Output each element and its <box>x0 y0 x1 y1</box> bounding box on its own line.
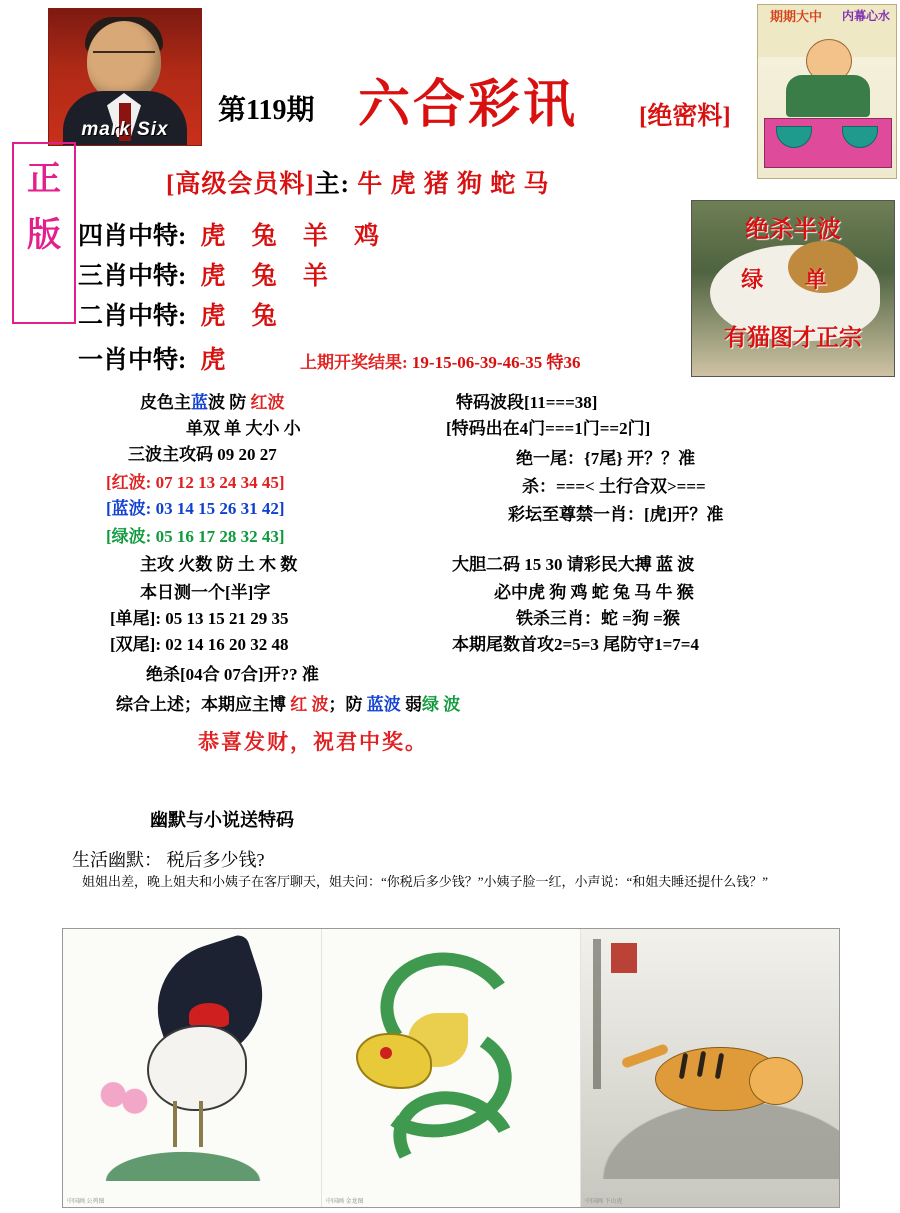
dragon-eye <box>380 1047 392 1059</box>
rooster-painting <box>63 929 322 1207</box>
humor-section-title: 幽默与小说送特码 <box>150 810 294 830</box>
cat-photo-image <box>691 200 895 377</box>
summary-prefix: 综合上述；本期应主博 <box>116 695 286 714</box>
humor-subtitle: 生活幽默： 税后多少钱? <box>72 850 265 870</box>
summary-green: 绿 波 <box>422 695 461 714</box>
summary-red: 红 波 <box>290 695 329 714</box>
issue-number: 第119期 <box>218 95 315 126</box>
member-zhu-label: 主: <box>314 171 350 198</box>
left-line-7: 主攻 火数 防 土 木 数 <box>140 555 298 574</box>
rooster-body <box>147 1025 247 1111</box>
cartoon-text-primary: 期期大中 <box>769 9 822 24</box>
right-line-6: 大胆二码 15 30 请彩民大搏 蓝 波 <box>452 555 695 574</box>
tiger-tree <box>593 939 601 1089</box>
mark-six-brand-text: mark Six <box>81 119 169 140</box>
two-xiao-label: 二肖中特: <box>78 303 187 330</box>
cat-caption-line3: 有猫图才正宗 <box>724 325 862 350</box>
right-line-2: [特码出在4门===1门==2门] <box>446 419 651 438</box>
left-line-double-tail: [双尾]: 02 14 16 20 32 48 <box>110 635 289 654</box>
four-xiao-row <box>78 216 389 252</box>
last-draw-result <box>300 348 580 373</box>
summary-blue: 蓝波 <box>366 695 401 714</box>
cartoon-text-secondary: 内幕心水 <box>842 9 891 23</box>
tiger-seal <box>611 943 637 973</box>
host-portrait-image <box>48 8 202 146</box>
tiger-caption: 中国画 下山虎 <box>585 1199 623 1205</box>
tiger-head <box>749 1057 803 1105</box>
three-xiao-values: 虎 兔 羊 <box>200 263 338 290</box>
humor-body-text: 姐姐出差，晚上姐夫和小姨子在客厅聊天，姐夫问：“你税后多少钱？”小姨子脸一红，小声说：“和姐夫睡还提什么钱？” <box>82 874 769 889</box>
left-line-red-wave: [红波: 07 12 13 24 34 45] <box>106 473 285 492</box>
left-line-green-wave: [绿波: 05 16 17 28 32 43] <box>106 527 285 546</box>
last-draw-label: 上期开奖结果: <box>300 353 408 372</box>
greeting-text: 恭喜发财，祝君中奖。 <box>198 730 428 754</box>
authentic-stamp: 正版 <box>12 142 76 324</box>
rooster-flowers <box>97 1077 151 1121</box>
one-xiao-values: 虎 <box>200 347 236 374</box>
four-xiao-values: 虎 兔 羊 鸡 <box>200 223 390 250</box>
three-xiao-label: 三肖中特: <box>78 263 187 290</box>
left-line-1: 皮色主蓝波 防 红波 <box>140 393 285 412</box>
right-line-1: 特码波段[11===38] <box>456 393 598 412</box>
cartoon-body <box>786 75 870 117</box>
rooster-leg-right <box>199 1101 203 1147</box>
right-line-9: 本期尾数首攻2=5=3 尾防守1=7=4 <box>452 635 699 654</box>
left-line-8: 本日测一个[半]字 <box>140 583 271 602</box>
right-line-4: 杀：===< 土行合双>=== <box>522 477 706 496</box>
dragon-caption: 中国画 金龙图 <box>326 1199 364 1205</box>
last-draw-numbers: 19-15-06-39-46-35 特36 <box>411 353 581 372</box>
member-material-line <box>166 164 550 200</box>
two-xiao-row <box>78 296 287 332</box>
summary-mid: ；防 <box>328 695 363 714</box>
portrait-glasses <box>93 51 155 66</box>
page-title: 六合彩讯 <box>358 77 579 134</box>
two-xiao-values: 虎 兔 <box>200 303 287 330</box>
secret-material-tag: [绝密料] <box>639 103 731 130</box>
left-line-kill: 绝杀[04合 07合]开?? 准 <box>146 665 319 684</box>
left-line-single-tail: [单尾]: 05 13 15 21 29 35 <box>110 609 289 628</box>
top-right-cartoon-image <box>757 4 897 179</box>
right-line-5: 彩坛至尊禁一肖：[虎]开？准 <box>508 505 724 524</box>
left-line-3: 三波主攻码 09 20 27 <box>128 445 277 464</box>
rooster-comb <box>189 1003 229 1027</box>
right-line-8: 铁杀三肖：蛇 =狗 =猴 <box>516 609 680 628</box>
one-xiao-label: 一肖中特: <box>78 347 187 374</box>
four-xiao-label: 四肖中特: <box>78 223 187 250</box>
tiger-painting <box>581 929 839 1207</box>
summary-weak: 弱 <box>405 695 422 714</box>
left-line-2: 单双 单 大小 小 <box>186 419 301 438</box>
right-line-3: 绝一尾：{7尾} 开？？准 <box>516 449 696 468</box>
left-line-blue-wave: [蓝波: 03 14 15 26 31 42] <box>106 499 285 518</box>
rooster-caption: 中国画 公鸡图 <box>67 1199 105 1205</box>
one-xiao-row <box>78 340 235 376</box>
right-line-7: 必中虎 狗 鸡 蛇 兔 马 牛 猴 <box>494 583 694 602</box>
summary-line <box>116 690 460 715</box>
cat-caption-line2: 绿 单 <box>741 267 845 292</box>
dragon-painting <box>322 929 581 1207</box>
rooster-leg-left <box>173 1101 177 1147</box>
rooster-grass <box>93 1147 273 1181</box>
member-prefix: [高级会员料] <box>166 171 315 198</box>
member-animals: 牛 虎 猪 狗 蛇 马 <box>357 171 550 198</box>
bottom-painting-strip <box>62 928 840 1208</box>
cat-caption-line1: 绝杀半波 <box>745 217 841 243</box>
three-xiao-row <box>78 256 338 292</box>
